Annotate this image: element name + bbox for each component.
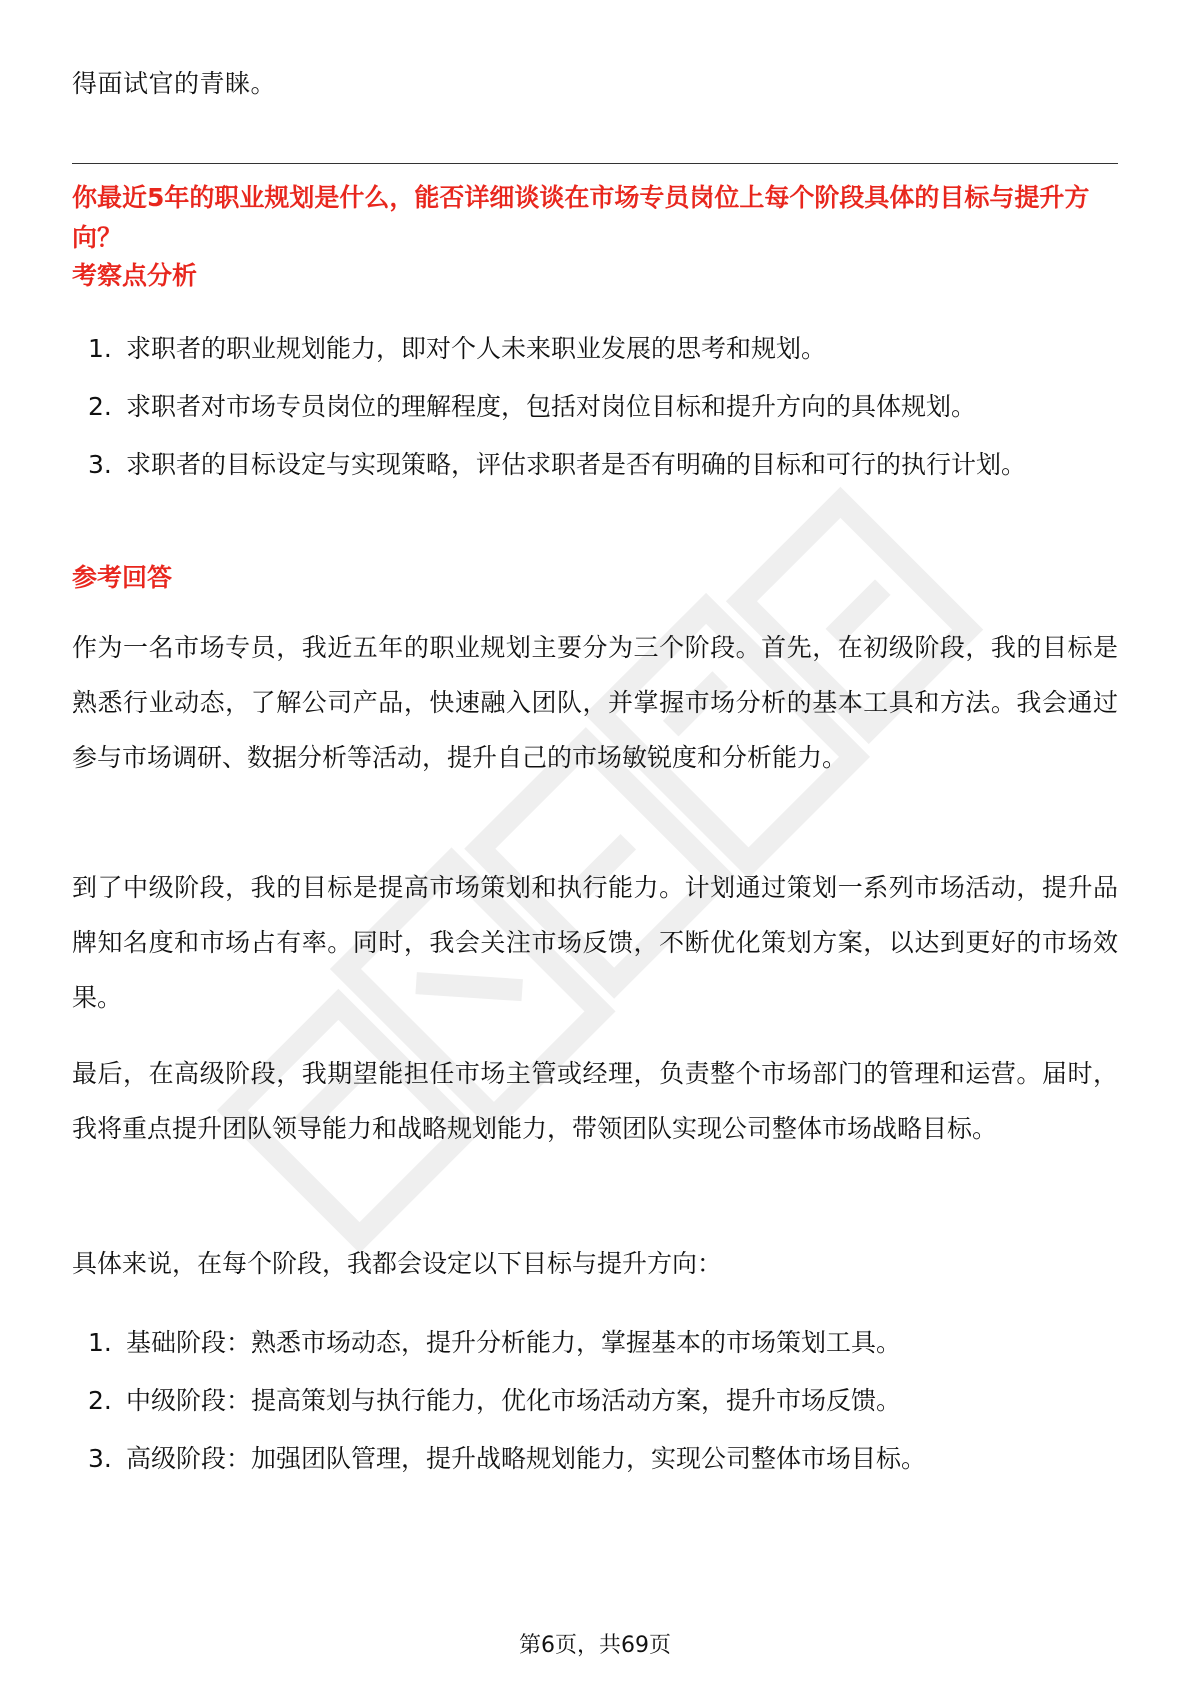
list-number: 2. bbox=[88, 1386, 112, 1415]
answer-heading: 参考回答 bbox=[72, 563, 173, 592]
list-text: 求职者的目标设定与实现策略，评估求职者是否有明确的目标和可行的执行计划。 bbox=[126, 450, 1027, 479]
previous-text-fragment: 得面试官的青睐。 bbox=[72, 69, 277, 98]
section-divider bbox=[72, 163, 1118, 164]
page-footer: 第6页，共69页 bbox=[519, 1633, 671, 1658]
question-title: 你最近5年的职业规划是什么，能否详细谈谈在市场专员岗位上每个阶段具体的目标与提升方向？ bbox=[72, 183, 1090, 252]
list-number: 1. bbox=[88, 1328, 112, 1357]
list-text: 中级阶段：提高策划与执行能力，优化市场活动方案，提升市场反馈。 bbox=[126, 1386, 902, 1415]
list-text: 基础阶段：熟悉市场动态，提升分析能力，掌握基本的市场策划工具。 bbox=[126, 1328, 902, 1357]
list-number: 1. bbox=[88, 334, 112, 363]
list-item bbox=[72, 436, 1118, 494]
list-text: 高级阶段：加强团队管理，提升战略规划能力，实现公司整体市场目标。 bbox=[126, 1444, 927, 1473]
answer-paragraph: 最后，在高级阶段，我期望能担任市场主管或经理，负责整个市场部门的管理和运营。届时，我将重点提升团队领导能力和战略规划能力，带领团队实现公司整体市场战略目标。 bbox=[72, 1059, 1118, 1143]
list-number: 3. bbox=[88, 1444, 112, 1473]
list-item bbox=[72, 1430, 1118, 1488]
stages-list bbox=[72, 1314, 1118, 1488]
list-item bbox=[72, 378, 1118, 436]
list-number: 2. bbox=[88, 392, 112, 421]
answer-paragraph: 到了中级阶段，我的目标是提高市场策划和执行能力。计划通过策划一系列市场活动，提升品牌知名度和市场占有率。同时，我会关注市场反馈，不断优化策划方案，以达到更好的市场效果。 bbox=[72, 873, 1118, 1012]
answer-paragraph: 作为一名市场专员，我近五年的职业规划主要分为三个阶段。首先，在初级阶段，我的目标是熟悉行业动态，了解公司产品，快速融入团队，并掌握市场分析的基本工具和方法。我会通过参与市场调研、数据分析等活动，提升自己的市场敏锐度和分析能力。 bbox=[72, 633, 1118, 772]
list-text: 求职者的职业规划能力，即对个人未来职业发展的思考和规划。 bbox=[126, 334, 827, 363]
list-item bbox=[72, 1314, 1118, 1372]
analysis-list bbox=[72, 320, 1118, 494]
list-item bbox=[72, 1372, 1118, 1430]
list-number: 3. bbox=[88, 450, 112, 479]
answer-paragraph: 具体来说，在每个阶段，我都会设定以下目标与提升方向： bbox=[72, 1249, 723, 1278]
list-item bbox=[72, 320, 1118, 378]
list-text: 求职者对市场专员岗位的理解程度，包括对岗位目标和提升方向的具体规划。 bbox=[126, 392, 977, 421]
analysis-heading: 考察点分析 bbox=[72, 261, 198, 290]
